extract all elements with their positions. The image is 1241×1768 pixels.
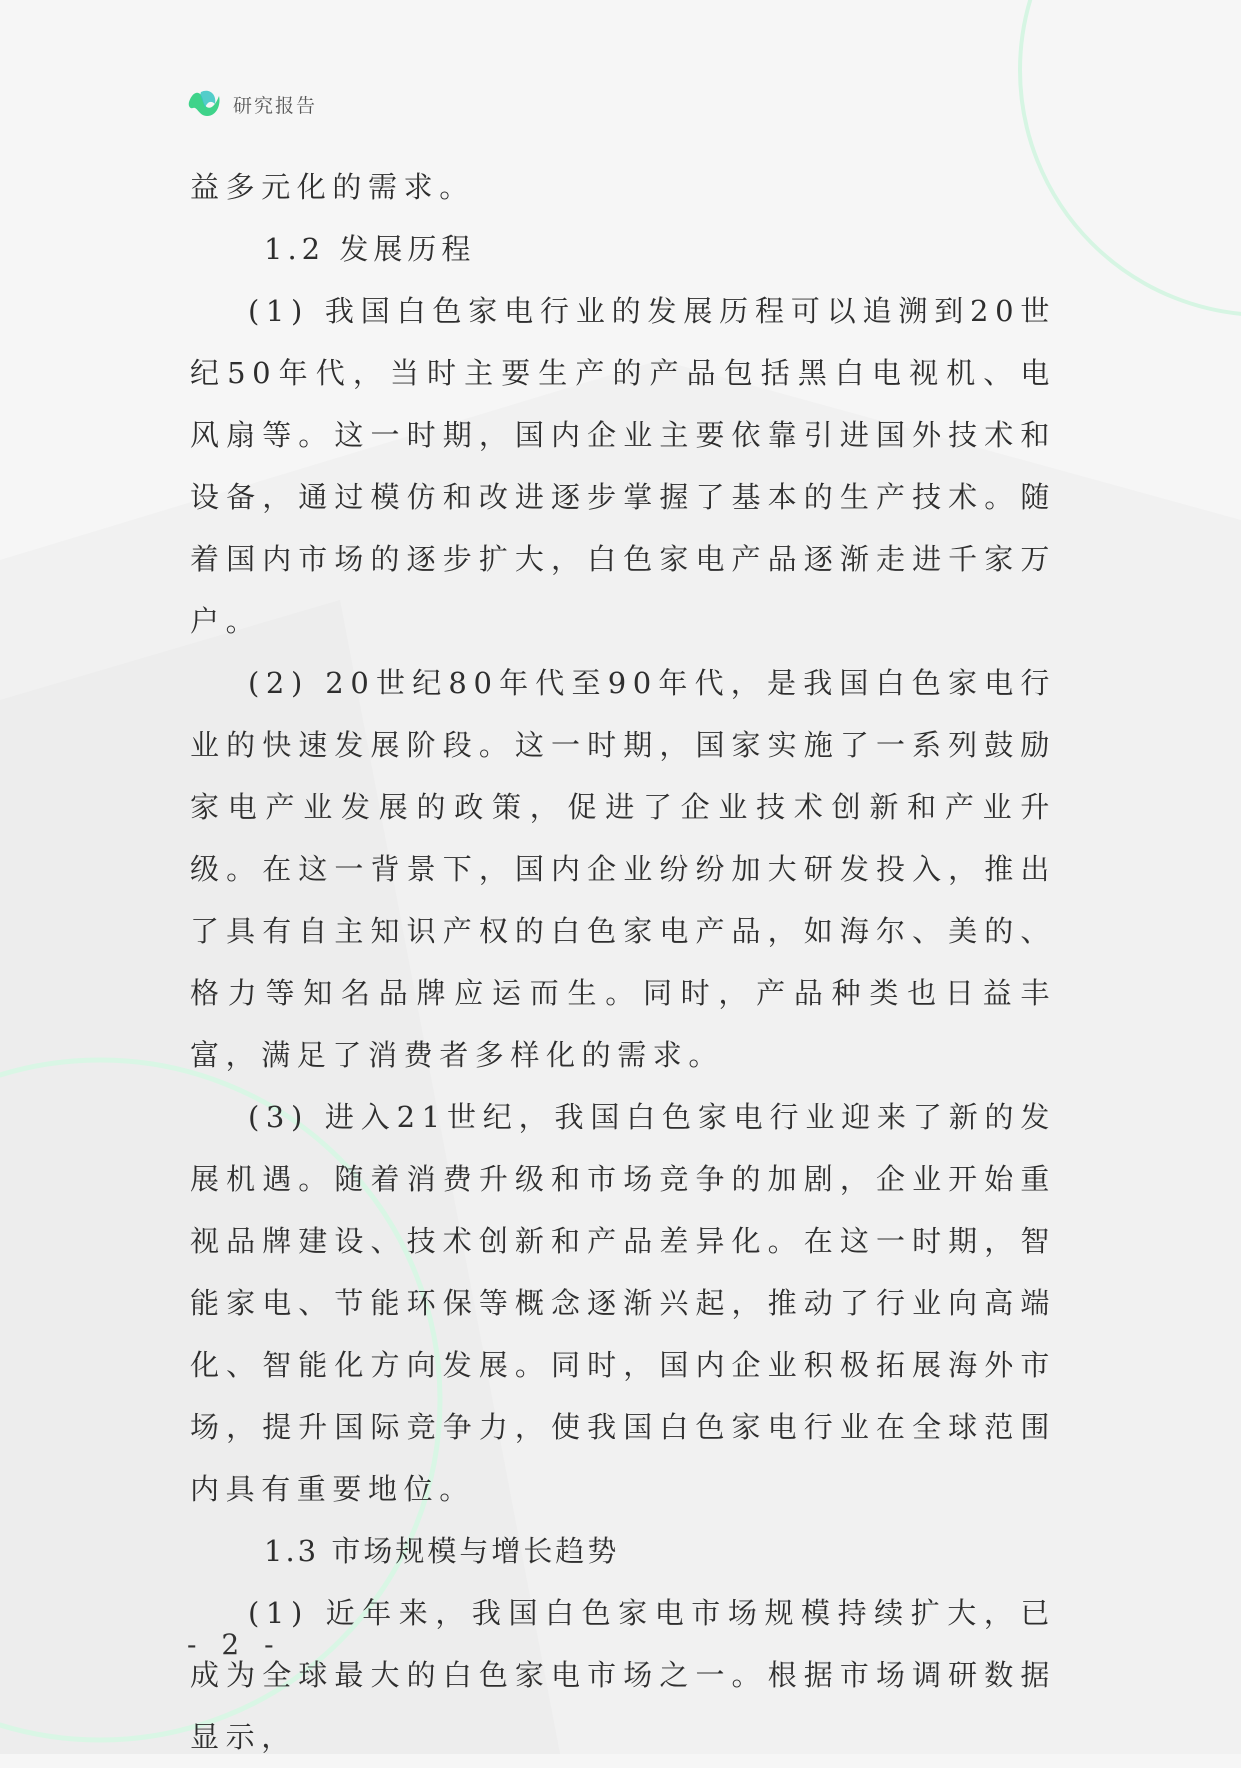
section-heading-1-2: 1.2 发展历程 xyxy=(264,232,476,266)
paragraph-1-2-3: (3) 进入21世纪，我国白色家电行业迎来了新的发展机遇。随着消费升级和市场竞争的加剧，企业开始重视品牌建设、技术创新和产品差异化。在这一时期，智能家电、节能环保等概念逐渐兴起，推动了行业向高端化、智能化方向发展。同时，国内企业积极拓展海外市场，提升国际竞争力，使我国白色家电行业在全球范围内具有重要地位。 xyxy=(190,1100,1056,1506)
brand-logo-icon xyxy=(187,88,223,120)
report-header xyxy=(187,88,317,120)
paragraph-1-2-1: (1) 我国白色家电行业的发展历程可以追溯到20世纪50年代，当时主要生产的产品包括黑白电视机、电风扇等。这一时期，国内企业主要依靠引进国外技术和设备，通过模仿和改进逐步掌握了基本的生产技术。随着国内市场的逐步扩大，白色家电产品逐渐走进千家万户。 xyxy=(190,294,1056,638)
section-heading-1-3: 1.3 市场规模与增长趋势 xyxy=(264,1534,620,1568)
paragraph-1-3-1: (1) 近年来，我国白色家电市场规模持续扩大，已成为全球最大的白色家电市场之一。根据市场调研数据显示， xyxy=(190,1596,1056,1754)
paragraph-intro-continuation: 益多元化的需求。 xyxy=(190,170,475,204)
header-title: 研究报告 xyxy=(233,94,318,117)
paragraph-1-2-2: (2) 20世纪80年代至90年代，是我国白色家电行业的快速发展阶段。这一时期，国家实施了一系列鼓励家电产业发展的政策，促进了企业技术创新和产业升级。在这一背景下，国内企业纷纷加大研发投入，推出了具有自主知识产权的白色家电产品，如海尔、美的、格力等知名品牌应运而生。同时，产品种类也日益丰富，满足了消费者多样化的需求。 xyxy=(190,666,1056,1072)
page-number: - 2 - xyxy=(187,1628,282,1661)
document-body xyxy=(190,156,1056,1768)
